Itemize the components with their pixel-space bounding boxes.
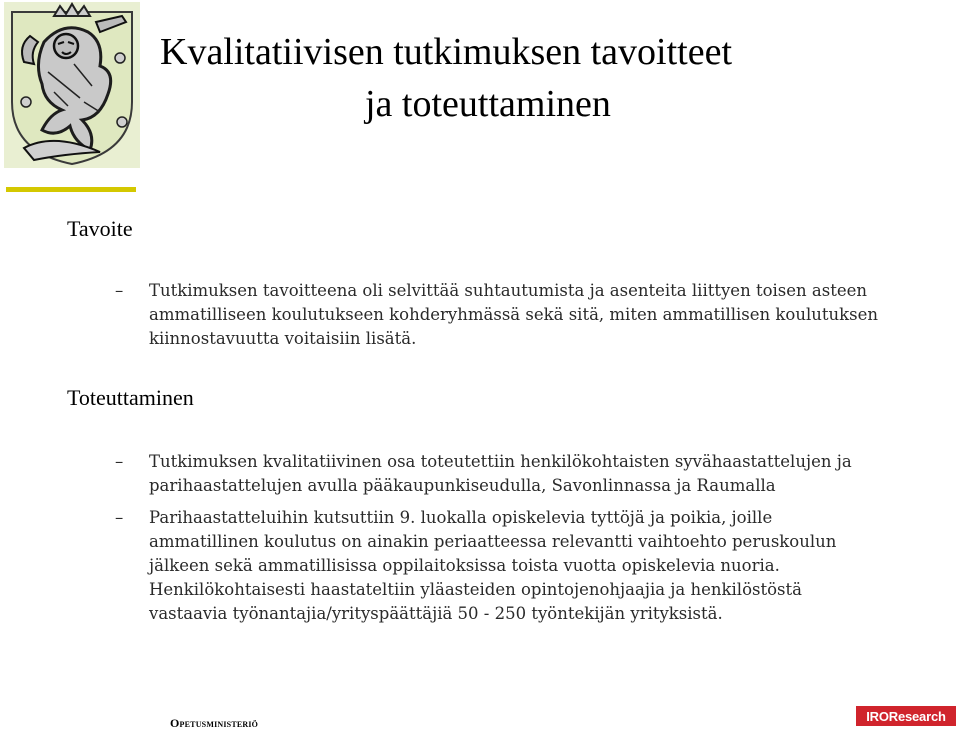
list-item — [115, 279, 879, 351]
dash-bullet: – — [115, 281, 124, 300]
list-item — [115, 450, 879, 498]
list-item — [115, 506, 879, 626]
dash-bullet: – — [115, 508, 124, 527]
accent-rule — [6, 187, 136, 192]
coat-of-arms-icon — [4, 2, 140, 168]
title-line-1: Kvalitatiivisen tutkimuksen tavoitteet — [160, 31, 733, 73]
section-heading-toteuttaminen: Toteuttaminen — [67, 385, 194, 410]
footer-ministry: Opetusministeriö — [170, 716, 259, 730]
title-line-2: ja toteuttaminen — [365, 83, 611, 125]
list-item-text: Parihaastatteluihin kutsuttiin 9. luokalla opiskelevia tyttöjä ja poikia, joille ammatillinen koulutus on ainakin periaatteessa relevantti vaihtoehto peruskoulun jälkeen sekä ammatillisissa oppilaitoksissa toista vuotta opiskelevia nuoria. Henkilökohtaisesti haastateltiin yläasteiden opintojenohjaajia ja henkilöstöstä vastaavia työnantajia/yrityspäättäjiä 50 - 250 työntekijän yrityksistä. — [149, 508, 837, 623]
list-item-text: Tutkimuksen kvalitatiivinen osa toteutettiin henkilökohtaisten syvähaastattelujen ja parihaastattelujen avulla pääkaupunkiseudulla, Savonlinnassa ja Raumalla — [149, 452, 852, 495]
dash-bullet: – — [115, 452, 124, 471]
slide-title — [160, 26, 940, 130]
iroresearch-logo: IROResearch — [856, 706, 956, 726]
section-heading-tavoite: Tavoite — [67, 216, 133, 241]
list-item-text: Tutkimuksen tavoitteena oli selvittää suhtautumista ja asenteita liittyen toisen asteen ammatilliseen koulutukseen kohderyhmässä sekä sitä, miten ammatillisen koulutuksen kiinnostavuutta voitaisiin lisätä. — [149, 281, 878, 348]
